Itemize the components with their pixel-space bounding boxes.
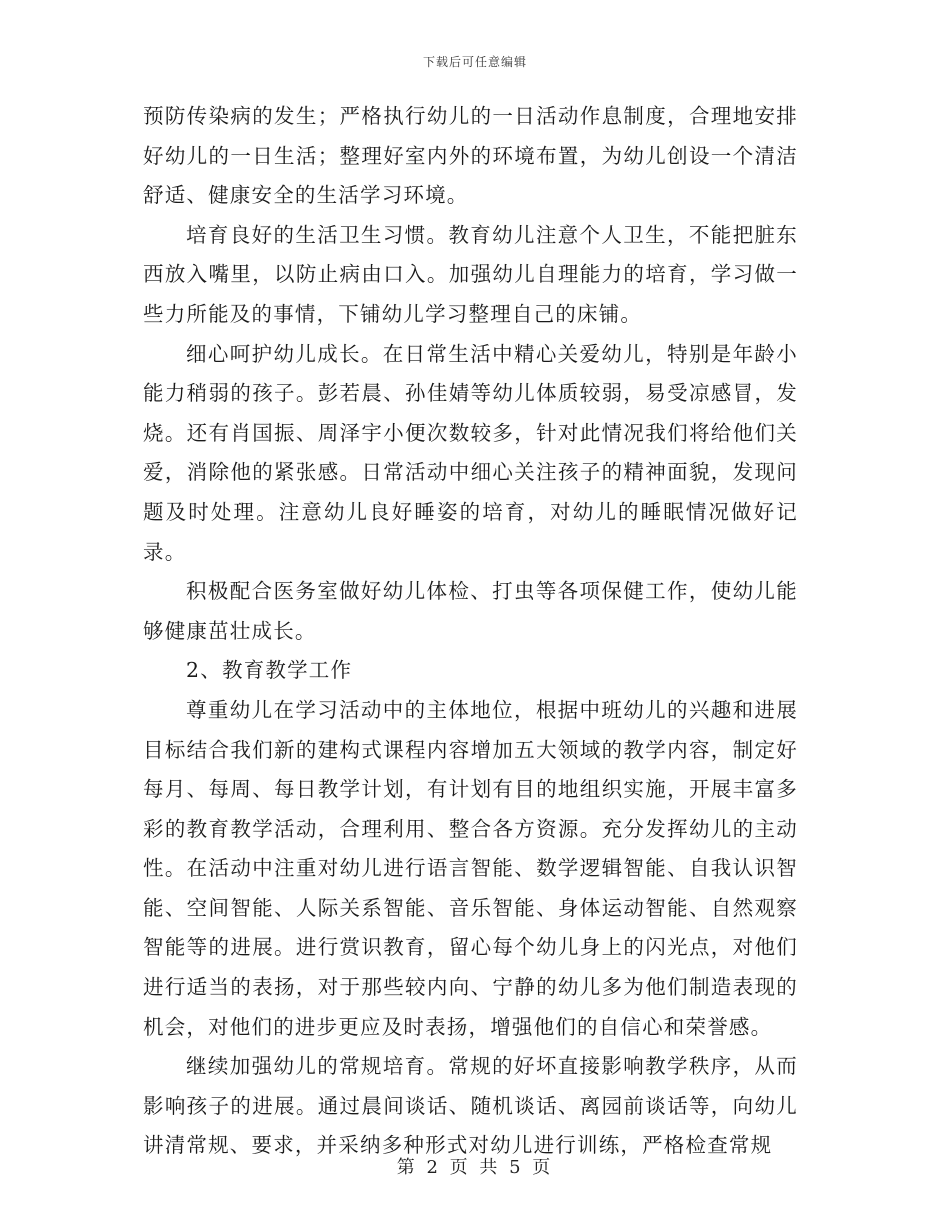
paragraph: 预防传染病的发生；严格执行幼儿的一日活动作息制度，合理地安排好幼儿的一日生活；整理好室内外的环境布置，为幼儿创设一个清洁舒适、健康安全的生活学习环境。 — [143, 104, 798, 208]
paragraph: 尊重幼儿在学习活动中的主体地位，根据中班幼儿的兴趣和进展目标结合我们新的建构式课程内容增加五大领域的教学内容，制定好每月、每周、每日教学计划，有计划有目的地组织实施，开展丰富多彩的教育教学活动，合理利用、整合各方资源。充分发挥幼儿的主动性。在活动中注重对幼儿进行语言智能、数学逻辑智能、自我认识智能、空间智能、人际关系智能、音乐智能、身体运动智能、自然观察智能等的进展。进行赏识教育，留心每个幼儿身上的闪光点，对他们进行适当的表扬，对于那些较内向、宁静的幼儿多为他们制造表现的机会，对他们的进步更应及时表扬，增强他们的自信心和荣誉感。 — [143, 697, 798, 1039]
page-number-footer: 第 2 页 共 5 页 — [396, 1157, 554, 1178]
section-heading: 2、教育教学工作 — [186, 658, 353, 683]
paragraph: 积极配合医务室做好幼儿体检、打虫等各项保健工作，使幼儿能够健康茁壮成长。 — [143, 579, 798, 643]
page-header-note: 下载后可任意编辑 — [422, 55, 527, 69]
document-body — [143, 97, 798, 1166]
paragraph: 继续加强幼儿的常规培育。常规的好坏直接影响教学秩序，从而影响孩子的进展。通过晨间谈话、随机谈话、离园前谈话等，向幼儿讲清常规、要求，并采纳多种形式对幼儿进行训练，严格检查常规 — [143, 1054, 798, 1158]
paragraph: 培育良好的生活卫生习惯。教育幼儿注意个人卫生，不能把脏东西放入嘴里，以防止病由口入。加强幼儿自理能力的培育，学习做一些力所能及的事情，下铺幼儿学习整理自己的床铺。 — [143, 222, 798, 326]
paragraph: 细心呵护幼儿成长。在日常生活中精心关爱幼儿，特别是年龄小能力稍弱的孩子。彭若晨、孙佳婧等幼儿体质较弱，易受凉感冒，发烧。还有肖国振、周泽宇小便次数较多，针对此情况我们将给他们关爱，消除他的紧张感。日常活动中细心关注孩子的精神面貌，发现问题及时处理。注意幼儿良好睡姿的培育，对幼儿的睡眠情况做好记录。 — [143, 341, 798, 564]
